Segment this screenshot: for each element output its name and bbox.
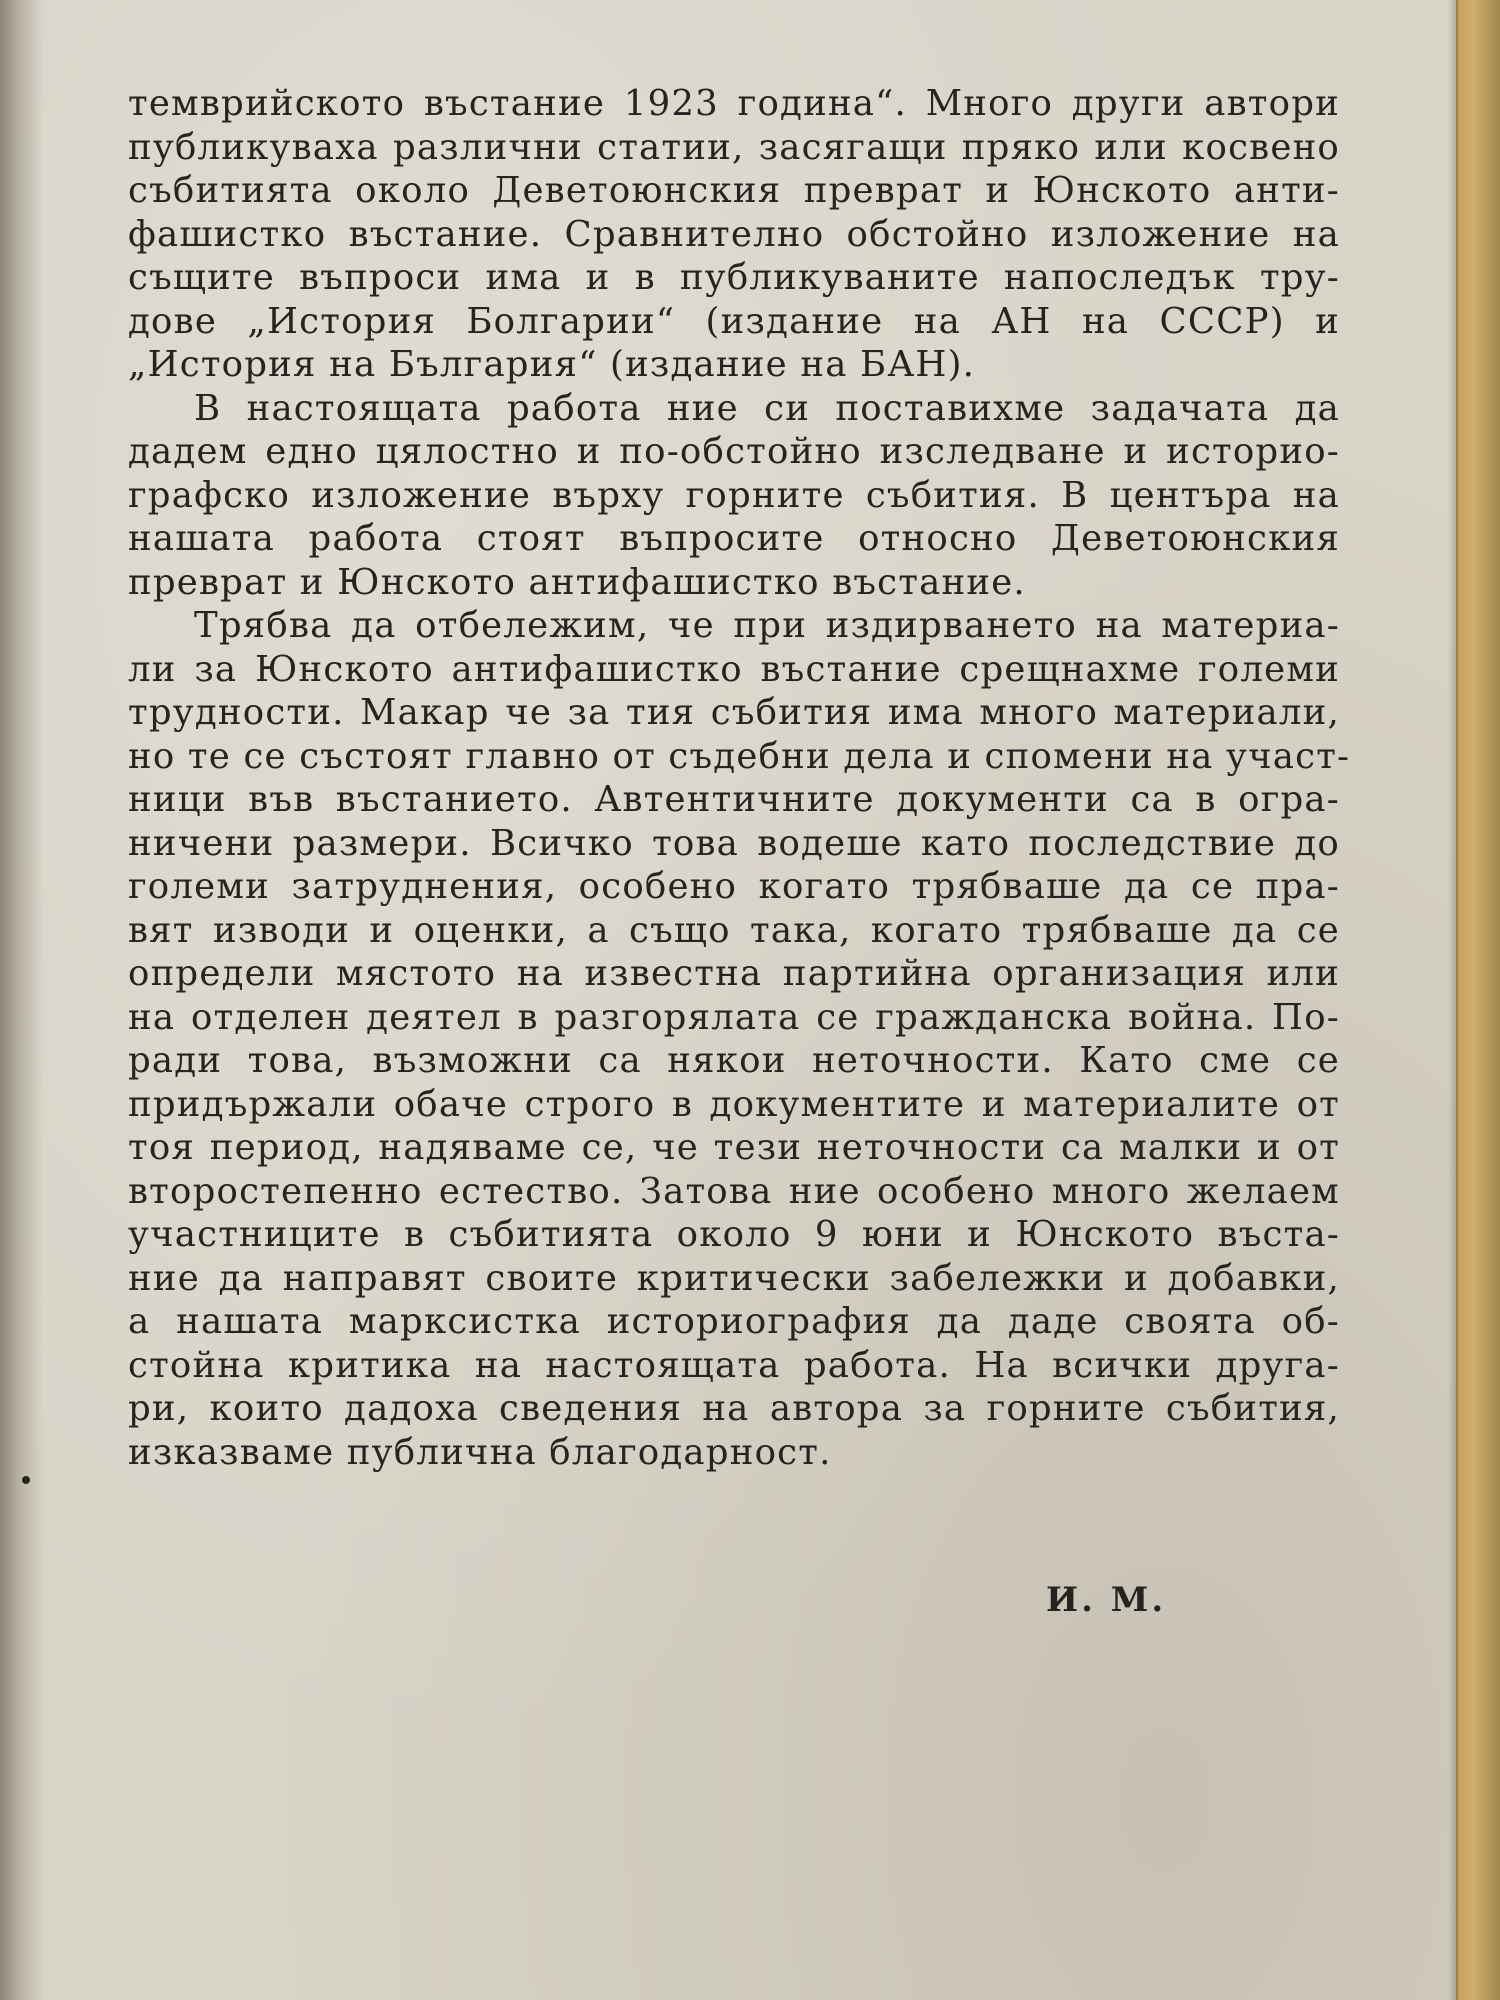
text-line: ри, които дадоха сведения на автора за горните събития,	[128, 1388, 1340, 1429]
text-line: а нашата марксистка историография да даде своята об-	[128, 1301, 1340, 1342]
author-initials: И. М.	[1046, 1580, 1167, 1620]
text-line: дове „История Болгарии“ (издание на АН на СССР) и	[128, 300, 1340, 342]
text-line: второстепенно естество. Затова ние особено много желаем	[128, 1170, 1340, 1212]
text-line: но те се състоят главно от съдебни дела и спомени на участ-	[128, 735, 1351, 777]
text-line: ничени размери. Всичко това водеше като последствие до	[128, 822, 1340, 864]
text-line: нашата работа стоят въпросите относно Деветоюнския	[128, 518, 1340, 559]
text-line: големи затруднения, особено когато трябваше да се пра-	[128, 866, 1340, 907]
text-line: дадем едно цялостно и по-обстойно изследване и историо-	[128, 431, 1340, 472]
paragraph-start-line: В настоящата работа ние си поставихме задачата да	[194, 387, 1340, 429]
text-line: определи мястото на известна партийна организация или	[128, 953, 1340, 994]
text-line: ли за Юнското антифашистко въстание срещнахме големи	[128, 648, 1340, 690]
ink-speck	[22, 1476, 30, 1484]
text-line: същите въпроси има и в публикуваните напоследък тру-	[128, 257, 1340, 298]
text-line: преврат и Юнското антифашистко въстание.	[128, 561, 1026, 603]
text-line: придържали обаче строго в документите и материалите от	[128, 1083, 1340, 1125]
page-gutter-shadow	[0, 0, 44, 2000]
text-line: участниците в събитията около 9 юни и Юнското въста-	[128, 1214, 1340, 1255]
text-line: стойна критика на настоящата работа. На всички друга-	[128, 1344, 1340, 1386]
text-line: изказваме публична благодарност.	[128, 1431, 832, 1473]
text-line: ние да направят своите критически забележки и добавки,	[128, 1257, 1340, 1299]
page-edge-shadow	[1448, 0, 1458, 2000]
text-line: събитията около Деветоюнския преврат и Юнското анти-	[128, 170, 1340, 211]
text-line: темврийското въстание 1923 година“. Много други автори	[128, 83, 1340, 124]
text-line: графско изложение върху горните събития. В центъра на	[128, 474, 1340, 516]
text-line: публикуваха различни статии, засягащи пряко или косвено	[128, 126, 1340, 168]
text-line: „История на България“ (издание на БАН).	[128, 344, 976, 385]
paragraph-start-line: Трябва да отбележим, че при издирването на материа-	[194, 605, 1340, 646]
text-line: на отделен деятел в разгорялата се гражданска война. По-	[128, 996, 1340, 1038]
text-line: ради това, възможни са някои неточности. Като сме се	[128, 1040, 1340, 1081]
text-line: ници във въстанието. Автентичните документи са в огра-	[128, 779, 1340, 820]
text-line: вят изводи и оценки, а също така, когато трябваше да се	[128, 909, 1340, 951]
text-line: трудности. Макар че за тия събития има много материали,	[128, 692, 1340, 733]
text-line: фашистко въстание. Сравнително обстойно изложение на	[128, 213, 1340, 255]
body-text	[128, 82, 1351, 1474]
page-edge-stack	[1456, 0, 1500, 2000]
text-line: тоя период, надяваме се, че тези неточности са малки и от	[128, 1127, 1340, 1168]
